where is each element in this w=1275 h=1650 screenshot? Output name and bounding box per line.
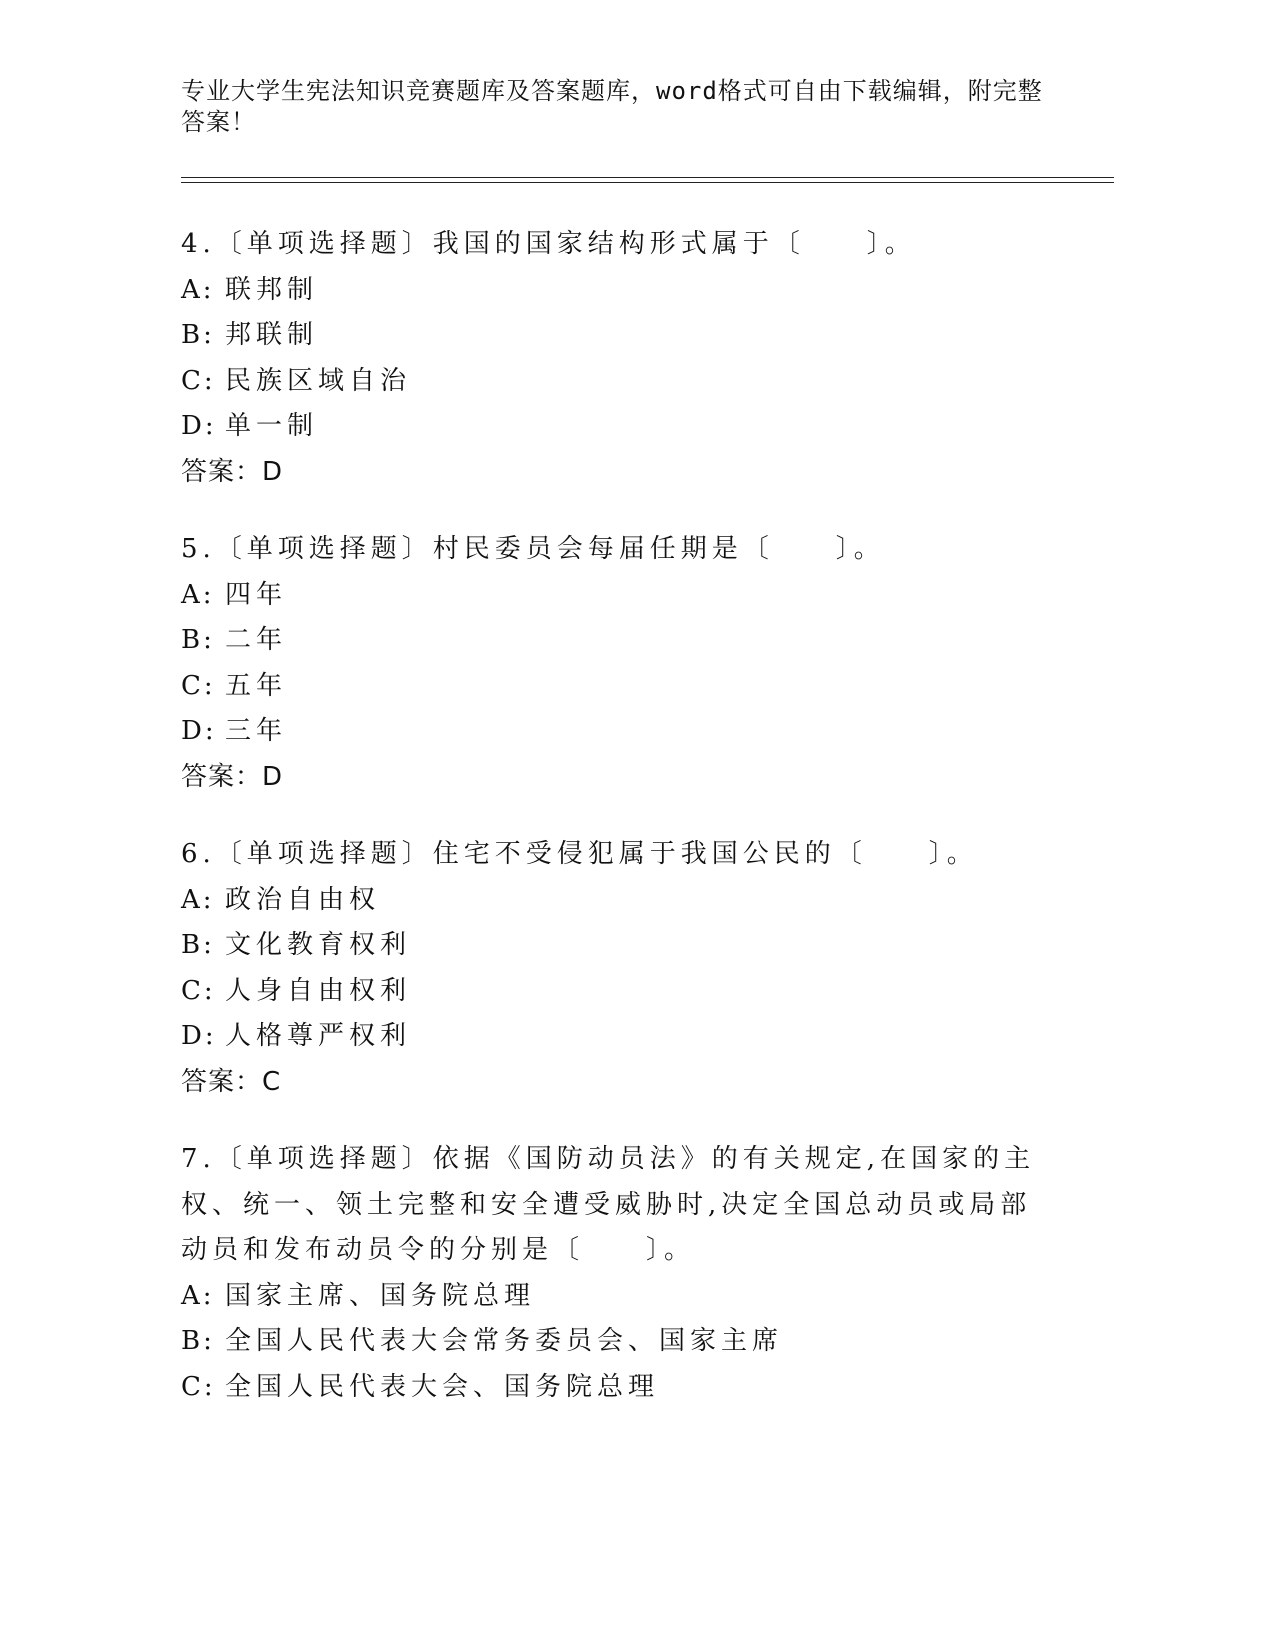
- option-text: 联邦制: [225, 274, 319, 305]
- option-text: 四年: [225, 579, 288, 610]
- question-stem: 6.〔单项选择题〕住宅不受侵犯属于我国公民的〔 〕。: [181, 839, 978, 869]
- option-text: 政治自由权: [225, 884, 381, 915]
- header-divider-bottom: [181, 182, 1114, 183]
- option-letter: C:: [181, 1371, 216, 1402]
- option-letter: C:: [181, 975, 216, 1006]
- option-text: 文化教育权利: [225, 930, 412, 960]
- option-letter: B:: [181, 930, 215, 960]
- answer-line: 答案：C: [181, 1066, 282, 1097]
- option-a: [181, 878, 1061, 924]
- answer-line: 答案：D: [181, 761, 284, 792]
- option-letter: B:: [181, 320, 215, 350]
- question-stem: 7.〔单项选择题〕依据《国防动员法》的有关规定,在国家的主权、统一、领土完整和安全遭受威胁时,决定全国总动员或局部动员和发布动员令的分别是〔 〕。: [181, 1144, 1036, 1265]
- option-text: 邦联制: [225, 320, 319, 350]
- question-stem: 4.〔单项选择题〕我国的国家结构形式属于〔 〕。: [181, 229, 916, 259]
- option-d: [181, 709, 1061, 755]
- option-c: [181, 969, 1061, 1015]
- option-b: [181, 618, 1061, 664]
- question-4: [181, 222, 1061, 495]
- option-text: 三年: [225, 716, 288, 746]
- option-letter: C:: [181, 670, 216, 701]
- question-7: [181, 1137, 1051, 1410]
- option-letter: A:: [181, 1280, 215, 1311]
- option-c: [181, 664, 1061, 710]
- option-b: [181, 1319, 1051, 1365]
- option-b: [181, 313, 1061, 359]
- option-text: 全国人民代表大会、国务院总理: [225, 1371, 660, 1402]
- option-text: 全国人民代表大会常务委员会、国家主席: [225, 1326, 784, 1356]
- option-letter: A:: [181, 274, 215, 305]
- question-5: [181, 527, 1061, 800]
- header-divider-top: [181, 177, 1114, 178]
- question-stem: 5.〔单项选择题〕村民委员会每届任期是〔 〕。: [181, 534, 885, 564]
- question-6: [181, 832, 1061, 1105]
- option-c: [181, 359, 1061, 405]
- option-letter: D:: [181, 716, 217, 746]
- option-text: 国家主席、国务院总理: [225, 1280, 536, 1311]
- option-d: [181, 1014, 1061, 1060]
- option-text: 民族区域自治: [225, 365, 412, 396]
- option-text: 人身自由权利: [225, 975, 412, 1006]
- option-letter: B:: [181, 1326, 215, 1356]
- option-text: 单一制: [225, 411, 319, 441]
- option-text: 人格尊严权利: [225, 1021, 412, 1051]
- option-a: [181, 268, 1061, 314]
- answer-line: 答案：D: [181, 456, 284, 487]
- option-a: [181, 573, 1061, 619]
- option-letter: D:: [181, 411, 217, 441]
- option-text: 五年: [225, 670, 288, 701]
- option-letter: C:: [181, 365, 216, 396]
- option-d: [181, 404, 1061, 450]
- option-a: [181, 1274, 1051, 1320]
- option-letter: B:: [181, 625, 215, 655]
- option-letter: A:: [181, 579, 215, 610]
- option-letter: D:: [181, 1021, 217, 1051]
- option-c: [181, 1365, 1051, 1411]
- option-letter: A:: [181, 884, 215, 915]
- option-b: [181, 923, 1061, 969]
- option-text: 二年: [225, 625, 288, 655]
- document-header: 专业大学生宪法知识竞赛题库及答案题库，word格式可自由下载编辑，附完整答案！: [181, 77, 1043, 136]
